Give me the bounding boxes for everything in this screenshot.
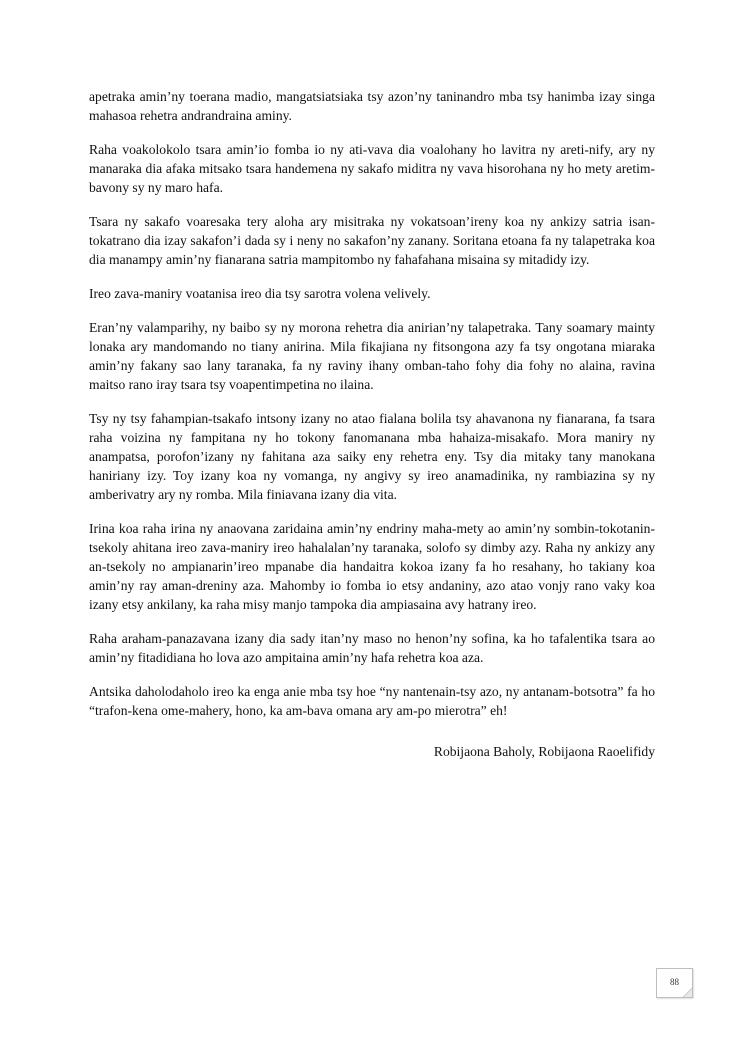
paragraph-9: Antsika daholodaholo ireo ka enga anie mba tsy hoe “ny nantenain-tsy azo, ny antanam-botsotra” fa ho “trafon-kena ome-mahery, hono, ka am-bava omana ary am-po mierotra” eh! xyxy=(89,684,655,718)
paragraph-3: Tsara ny sakafo voaresaka tery aloha ary misitraka ny vokatsoan’ireny koa ny ankizy satria isan-tokatrano dia izay sakafon’i dada sy i neny no sakafon’ny zanany. Soritana etoana fa ny talapetraka koa dia manampy amin’ny fianarana satria mampitombo ny fahafahana misaina sy mitadidy izy. xyxy=(89,214,655,267)
paragraph-7: Irina koa raha irina ny anaovana zaridaina amin’ny endriny maha-mety ao amin’ny sombin-tokotanin-tsekoly ahitana ireo zava-maniry ireo hahalalan’ny taranaka, solofo sy dimby azy. Raha ny ankizy any an-tsekoly no ampianarin’ireo mpanabe dia handaitra kokoa izany fa ho resahany, ho takiany koa amin’ny ray aman-dreniny aza. Mahomby io fomba io etsy andaniny, azo atao vonjy rano vaky koa izany etsy ankilany, ka raha misy manjo tampoka dia ampiasaina avy hatrany ireo. xyxy=(89,521,655,612)
paragraph-5: Eran’ny valamparihy, ny baibo sy ny morona rehetra dia anirian’ny talapetraka. Tany soamary mainty lonaka ary mandomando no tiany anirina. Mila fikajiana ny fitsongona azy fa tsy ongotana miaraka amin’ny fakany sao lany taranaka, fa ny raviny ihany omban-taho fohy dia fohy no alaina, ravina maitso rano iray tsara tsy voapentimpetina no ilaina. xyxy=(89,320,655,392)
author-signature: Robijaona Baholy, Robijaona Raoelifidy xyxy=(433,744,655,759)
page-number: 88 xyxy=(670,977,679,987)
document-body xyxy=(89,87,655,761)
paragraph-6: Tsy ny tsy fahampian-tsakafo intsony izany no atao fialana bolila tsy ahavanona ny fianarana, fa tsara raha voizina ny fampitana ny ho tokony fanomanana mba hahaiza-misakafo. Mora maniry ny anampatsa, porofon’izany ny fahitana aza saiky eny rehetra eny. Tsy dia mitaky tany manokana haniriany izy. Toy izany koa ny vomanga, ny angivy sy ireo anamadinika, ny rambiazina sy ny amberivatry ary ny romba. Mila finiavana izany dia vita. xyxy=(89,411,655,502)
page-number-box xyxy=(656,968,693,998)
paragraph-1: apetraka amin’ny toerana madio, mangatsiatsiaka tsy azon’ny taninandro mba tsy hanimba izay singa mahasoa rehetra andrandraina aminy. xyxy=(89,89,655,123)
paragraph-8: Raha araham-panazavana izany dia sady itan’ny maso no henon’ny sofina, ka ho tafalentika tsara ao amin’ny fitadidiana ho lova azo ampitaina amin’ny hafa rehetra koa aza. xyxy=(89,631,655,665)
paragraph-2: Raha voakolokolo tsara amin’io fomba io ny ati-vava dia voalohany ho lavitra ny areti-nify, ary ny manaraka dia afaka mitsako tsara handemena ny sakafo miditra ny vava hisorohana ny ho mety aretim-bavony sy ny maro hafa. xyxy=(89,142,655,195)
paragraph-4: Ireo zava-maniry voatanisa ireo dia tsy sarotra volena velively. xyxy=(89,286,431,301)
folded-corner-icon xyxy=(683,988,692,997)
